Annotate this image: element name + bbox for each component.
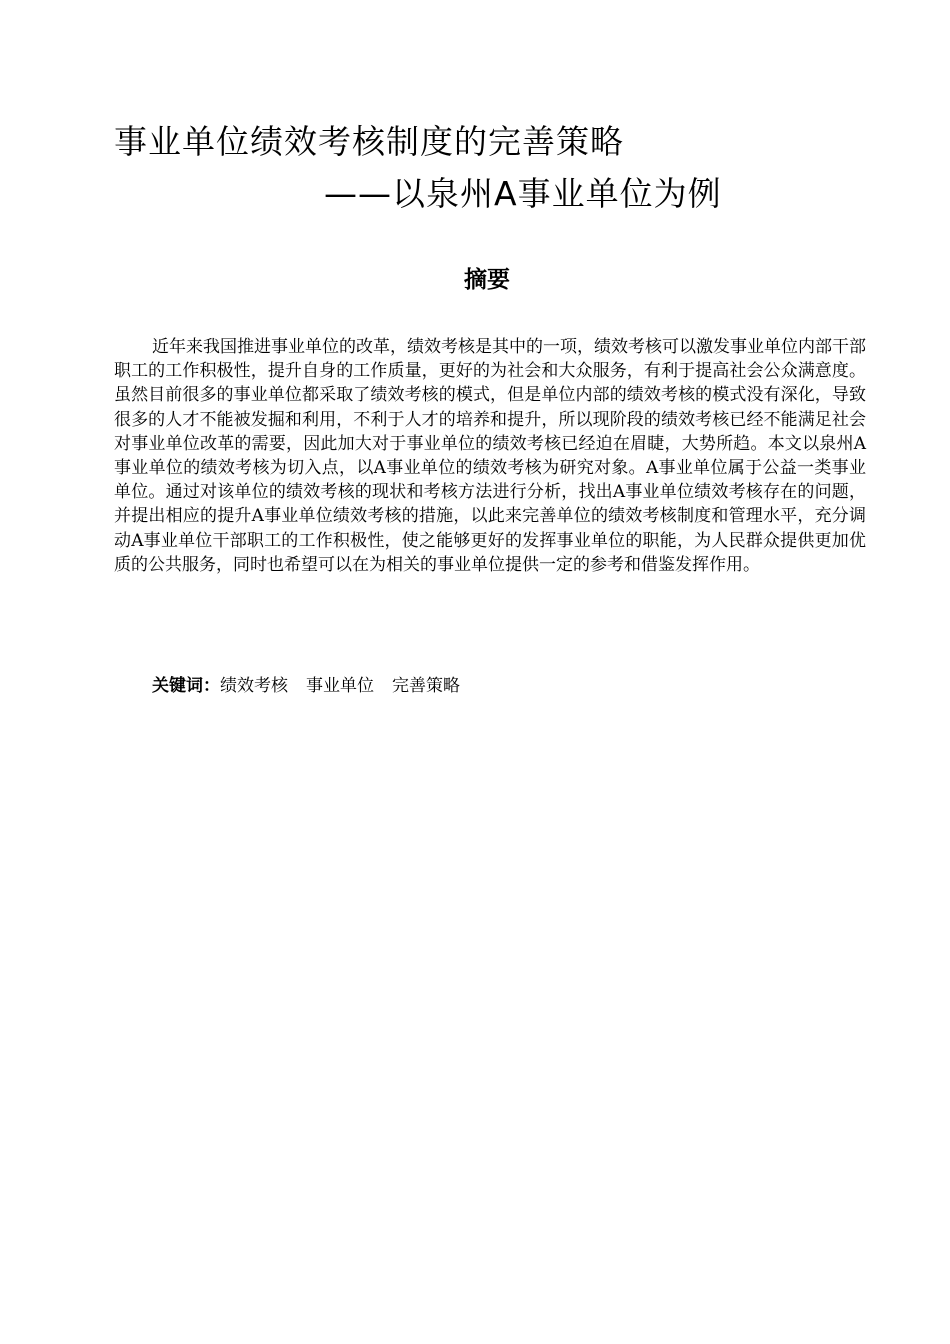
keyword-item: 完善策略 [392, 676, 460, 696]
keywords-line [152, 674, 478, 698]
document-subtitle: ——以泉州A事业单位为例 [324, 174, 722, 213]
keyword-item: 事业单位 [306, 676, 374, 696]
abstract-paragraph: 近年来我国推进事业单位的改革，绩效考核是其中的一项，绩效考核可以激发事业单位内部干部职工的工作积极性，提升自身的工作质量，更好的为社会和大众服务，有利于提高社会公众满意度。虽然目前很多的事业单位都采取了绩效考核的模式，但是单位内部的绩效考核的模式没有深化，导致很多的人才不能被发掘和利用，不利于人才的培养和提升，所以现阶段的绩效考核已经不能满足社会对事业单位改革的需要，因此加大对于事业单位的绩效考核已经迫在眉睫，大势所趋。本文以泉州A事业单位的绩效考核为切入点，以A事业单位的绩效考核为研究对象。A事业单位属于公益一类事业单位。通过对该单位的绩效考核的现状和考核方法进行分析，找出A事业单位绩效考核存在的问题，并提出相应的提升A事业单位绩效考核的措施，以此来完善单位的绩效考核制度和管理水平，充分调动A事业单位干部职工的工作积极性，使之能够更好的发挥事业单位的职能，为人民群众提供更加优质的公共服务，同时也希望可以在为相关的事业单位提供一定的参考和借鉴发挥作用。 [114, 337, 866, 575]
keywords-label: 关键词： [152, 676, 220, 696]
abstract-heading: 摘要 [464, 267, 510, 293]
document-title: 事业单位绩效考核制度的完善策略 [114, 122, 624, 161]
keyword-item: 绩效考核 [220, 676, 288, 696]
